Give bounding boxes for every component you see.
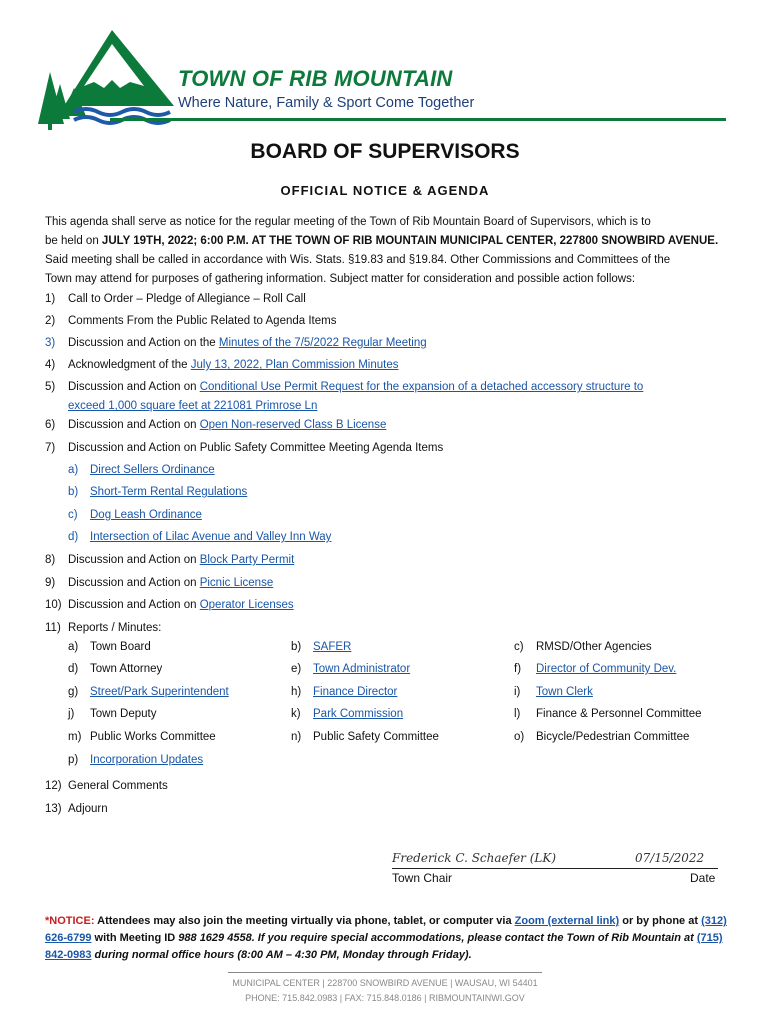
notice-text: during normal office hours (8:00 AM – 4:30 PM, Monday through Friday). (91, 949, 472, 961)
notice-text: or by phone at (619, 915, 702, 927)
report-letter: e) (291, 663, 302, 675)
item-number: 11) (45, 622, 61, 634)
signature-line (392, 868, 718, 869)
direct-sellers-link[interactable]: Direct Sellers Ordinance (90, 464, 215, 476)
intro-line (45, 232, 735, 251)
virtual-attendance-notice (45, 913, 735, 964)
agenda-item (45, 378, 643, 397)
report-letter: k) (291, 708, 301, 720)
phone-link[interactable]: (715) (696, 932, 723, 944)
item-text: Acknowledgment of the (68, 359, 191, 371)
item-text: Discussion and Action on (68, 554, 200, 566)
report-item (68, 728, 216, 747)
town-clerk-link[interactable]: Town Clerk (536, 686, 593, 698)
intersection-link[interactable]: Intersection of Lilac Avenue and Valley Inn Way (90, 531, 332, 543)
phone-link[interactable]: (312) (701, 915, 727, 927)
operator-licenses-link[interactable]: Operator Licenses (199, 599, 294, 611)
conditional-use-permit-link[interactable]: exceed 1,000 square feet at 221081 Primrose Ln (68, 400, 318, 412)
report-text: Town Board (90, 641, 151, 653)
report-item (68, 638, 151, 657)
park-commission-link[interactable]: Park Commission (313, 708, 404, 720)
report-letter: b) (291, 641, 302, 653)
agenda-subitem (68, 461, 215, 480)
report-item (68, 705, 156, 724)
short-term-rental-link[interactable]: Short-Term Rental Regulations (90, 486, 248, 498)
agenda-subitem (68, 528, 331, 547)
report-item (291, 728, 439, 747)
report-item (291, 705, 403, 724)
page-title: BOARD OF SUPERVISORS (250, 140, 520, 163)
report-text: Town Attorney (90, 663, 163, 675)
item-text: Adjourn (68, 803, 108, 815)
report-text: Town Deputy (90, 708, 157, 720)
report-item (291, 638, 351, 657)
agenda-item (45, 356, 399, 375)
item-text: Discussion and Action on (68, 577, 200, 589)
signature: Frederick C. Schaefer (LK) (392, 851, 557, 865)
notice-text: 988 1629 4558. If you require special accommodations, please contact the Town of Rib Mountain at (178, 932, 697, 944)
item-number: 8) (45, 554, 56, 566)
report-letter: l) (514, 708, 521, 720)
item-text: Discussion and Action on (68, 381, 200, 393)
report-letter: a) (68, 641, 79, 653)
signature-date: 07/15/2022 (635, 851, 705, 865)
intro-text: be held on (45, 235, 102, 247)
item-number: 13) (45, 803, 62, 815)
page-subtitle: OFFICIAL NOTICE & AGENDA (280, 183, 490, 198)
safer-link[interactable]: SAFER (313, 641, 352, 653)
item-number: 2) (45, 315, 56, 327)
town-administrator-link[interactable]: Town Administrator (313, 663, 411, 675)
footer-address: MUNICIPAL CENTER | 228700 SNOWBIRD AVENUE | WAUSAU, WI 54401 (232, 978, 538, 988)
item-number: 7) (45, 442, 56, 454)
street-park-link[interactable]: Street/Park Superintendent (90, 686, 229, 698)
org-name: TOWN OF RIB MOUNTAIN (178, 66, 453, 91)
agenda-item (45, 416, 386, 435)
item-text: Discussion and Action on (68, 599, 200, 611)
report-letter: c) (514, 641, 524, 653)
intro-line: Said meeting shall be called in accordance with Wis. Stats. §19.83 and §19.84. Other Commissions and Committees of the (45, 254, 671, 266)
notice-label: *NOTICE: (45, 915, 95, 927)
agenda-subitem (68, 506, 202, 525)
report-letter: n) (291, 731, 302, 743)
report-item (514, 683, 593, 702)
footer-divider (228, 972, 542, 973)
report-item (514, 660, 676, 679)
report-item (68, 660, 162, 679)
report-item (514, 728, 689, 747)
intro-line: This agenda shall serve as notice for the regular meeting of the Town of Rib Mountain Board of Supervisors, which is to (45, 216, 651, 228)
item-number: 4) (45, 359, 56, 371)
report-letter: h) (291, 686, 302, 698)
report-item (514, 638, 652, 657)
item-text: Call to Order – Pledge of Allegiance – Roll Call (68, 293, 306, 305)
header-divider (110, 118, 726, 121)
report-letter: f) (514, 663, 522, 675)
report-item (514, 705, 702, 724)
agenda-item (45, 777, 168, 796)
report-item (68, 683, 229, 702)
item-text: Discussion and Action on (68, 419, 200, 431)
item-number: 9) (45, 577, 56, 589)
notice-text: Attendees may also join the meeting virtually via phone, tablet, or computer via (94, 915, 515, 927)
meeting-datetime-location: JULY 19TH, 2022; 6:00 P.M. AT THE TOWN OF RIB MOUNTAIN MUNICIPAL CENTER, 227800 SNOWBIRD AVENUE. (101, 235, 719, 247)
class-b-license-link[interactable]: Open Non-reserved Class B License (199, 419, 387, 431)
item-text: Comments From the Public Related to Agenda Items (68, 315, 337, 327)
agenda-item (45, 596, 294, 615)
report-text: RMSD/Other Agencies (536, 641, 652, 653)
item-number: 6) (45, 419, 56, 431)
incorporation-updates-link[interactable]: Incorporation Updates (90, 754, 204, 766)
zoom-link[interactable]: Zoom (external link) (514, 915, 620, 927)
subitem-letter: c) (68, 509, 78, 521)
agenda-item (45, 574, 273, 593)
dog-leash-link[interactable]: Dog Leash Ordinance (90, 509, 202, 521)
report-text: Public Works Committee (90, 731, 216, 743)
footer-contact: PHONE: 715.842.0983 | FAX: 715.848.0186 | RIBMOUNTAINWI.GOV (245, 993, 525, 1003)
plan-commission-minutes-link[interactable]: July 13, 2022, Plan Commission Minutes (190, 359, 399, 371)
minutes-link[interactable]: Minutes of the 7/5/2022 Regular Meeting (218, 337, 427, 349)
picnic-license-link[interactable]: Picnic License (199, 577, 274, 589)
org-tagline: Where Nature, Family & Sport Come Together (178, 95, 475, 111)
report-letter: d) (68, 663, 79, 675)
agenda-item (45, 800, 108, 819)
agenda-item-continuation (68, 397, 317, 416)
report-letter: g) (68, 686, 79, 698)
phone-link[interactable]: 626-6799 (45, 932, 92, 944)
item-number: 3) (45, 337, 56, 349)
report-text: Finance & Personnel Committee (536, 708, 702, 720)
finance-director-link[interactable]: Finance Director (313, 686, 398, 698)
subitem-letter: b) (68, 486, 79, 498)
agenda-item (45, 290, 306, 309)
subitem-letter: d) (68, 531, 79, 543)
report-text: Bicycle/Pedestrian Committee (536, 731, 690, 743)
item-number: 12) (45, 780, 62, 792)
report-letter: p) (68, 754, 79, 766)
agenda-subitem (68, 483, 247, 502)
item-number: 10) (45, 599, 62, 611)
item-text: Reports / Minutes: (68, 622, 162, 634)
report-letter: i) (514, 686, 521, 698)
item-text: General Comments (68, 780, 168, 792)
phone-link[interactable]: 842-0983 (45, 949, 92, 961)
agenda-item (45, 619, 161, 638)
subitem-letter: a) (68, 464, 79, 476)
agenda-item (45, 439, 443, 458)
notice-text: with Meeting ID (91, 932, 179, 944)
report-letter: o) (514, 731, 525, 743)
item-text: Discussion and Action on Public Safety Committee Meeting Agenda Items (68, 442, 444, 454)
block-party-link[interactable]: Block Party Permit (199, 554, 295, 566)
agenda-item (45, 312, 336, 331)
item-number: 5) (45, 381, 56, 393)
agenda-item (45, 551, 294, 570)
report-item (291, 660, 410, 679)
report-letter: j) (68, 708, 75, 720)
item-number: 1) (45, 293, 56, 305)
item-text: Discussion and Action on the (68, 337, 219, 349)
date-label: Date (690, 871, 716, 885)
report-item (68, 751, 203, 770)
intro-line: Town may attend for purposes of gathering information. Subject matter for consideration and possible action follows: (45, 273, 636, 285)
signature-label: Town Chair (392, 871, 453, 885)
conditional-use-permit-link[interactable]: Conditional Use Permit Request for the expansion of a detached accessory structure to (199, 381, 644, 393)
community-dev-link[interactable]: Director of Community Dev. (536, 663, 677, 675)
agenda-item (45, 334, 427, 353)
report-item (291, 683, 397, 702)
report-text: Public Safety Committee (313, 731, 439, 743)
intro-paragraph (45, 213, 735, 289)
report-letter: m) (68, 731, 82, 743)
